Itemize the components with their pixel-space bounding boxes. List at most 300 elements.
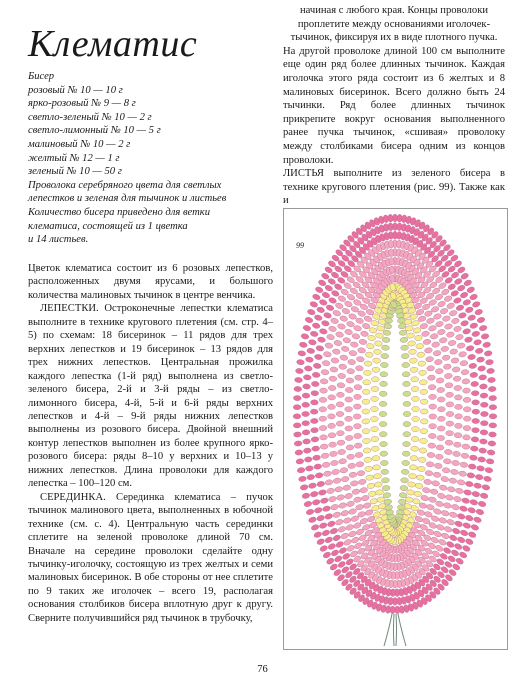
bead: [316, 481, 325, 488]
bead: [370, 320, 379, 327]
petals-paragraph: ЛЕПЕСТКИ. Остроконечные лепестки клематиса выполните в технике кругового плетения (см. стр. 4–5) по схемам: 18 бисеринок – 11 рядов для трех верхних лепестков и 19 бисеринок – 13 рядов для трех нижних лепестков. Центральная прожилка каждого лепестка (1-й ряд) выполнена из светло-зеленого бисера, 2-й и 3-й ряды – из светло-лимонного бисера, 4-й, 5-й и 6-й ряды верхних лепестков и 4-й – 9-й ряды нижних лепестков выполнены из розового бисера. Двойной внешний контур лепестков выполнен из более крупного ярко-розового бисера: ряды 8–10 у верхних и 10–13 у нижних лепестков. Длина проволоки для каждого лепестка – 100–120 см.: [28, 303, 273, 490]
bead: [438, 517, 447, 524]
bead: [419, 438, 427, 444]
bead: [307, 474, 316, 480]
bead: [314, 314, 323, 321]
bead: [315, 286, 324, 294]
bead: [328, 385, 336, 391]
bead: [353, 404, 361, 409]
bright-pink-bead-row: [293, 214, 497, 614]
bead: [428, 433, 436, 439]
bead: [436, 378, 444, 384]
bead: [328, 297, 337, 305]
bead: [423, 339, 432, 345]
bead: [302, 325, 311, 332]
bead: [457, 513, 466, 520]
bead: [449, 310, 458, 317]
bead: [452, 366, 460, 372]
bead: [315, 472, 324, 478]
bead: [457, 479, 466, 486]
bead: [344, 300, 353, 308]
wire-end: [398, 614, 406, 646]
bead: [425, 356, 433, 362]
bead: [358, 479, 367, 485]
bead: [295, 368, 303, 374]
bead: [459, 505, 468, 512]
bead: [430, 333, 439, 340]
bead: [483, 476, 492, 482]
bead: [316, 306, 325, 313]
bead: [458, 551, 467, 559]
bead: [399, 330, 407, 336]
bead: [437, 387, 445, 393]
bead: [335, 540, 344, 548]
bead: [406, 332, 414, 338]
bead: [479, 448, 487, 454]
bead: [403, 381, 411, 386]
bead: [482, 342, 491, 349]
bead: [415, 343, 423, 349]
bead: [305, 356, 313, 362]
bead: [465, 514, 474, 521]
bead: [324, 284, 333, 292]
bead: [375, 489, 383, 495]
bead: [353, 414, 361, 419]
bead: [380, 381, 388, 386]
bead: [297, 467, 305, 473]
bead: [363, 502, 372, 509]
bead: [467, 314, 476, 321]
bead: [379, 401, 387, 406]
bead: [362, 389, 370, 395]
bead: [322, 462, 330, 468]
bead: [372, 464, 380, 470]
bead: [310, 331, 319, 338]
bead: [335, 518, 344, 525]
bead: [476, 465, 484, 471]
bead: [439, 337, 448, 344]
bead: [337, 440, 345, 446]
bead: [437, 435, 445, 441]
bead: [463, 407, 471, 412]
bead: [363, 448, 371, 454]
bead: [416, 475, 424, 481]
bead: [316, 538, 325, 546]
bead: [467, 354, 475, 360]
bead: [298, 476, 307, 482]
bead: [471, 491, 480, 498]
bead: [367, 335, 376, 341]
bead: [319, 522, 328, 530]
materials-line: розовый № 10 — 10 г: [28, 84, 123, 96]
bead: [329, 442, 337, 448]
bead: [437, 329, 446, 336]
bead: [314, 354, 322, 360]
wire-end: [396, 614, 397, 646]
bead: [293, 395, 301, 401]
bead: [312, 446, 320, 452]
leaf-bead-diagram: [284, 209, 507, 649]
bead: [345, 416, 353, 421]
bead: [311, 381, 319, 387]
bead: [449, 534, 458, 542]
bead: [371, 446, 379, 452]
bead: [332, 534, 341, 542]
bead: [379, 421, 387, 426]
stamens-paragraph: На другой проволоке длиной 100 см выполните еще один ряд более длинных тычинок. Каждая иголочка этого ряда состоит из 6 желтых и 8 малиновых бисеринок. Всего должно быть 24 тычинки. Ряд более длинных тычинок прикрепите вокруг основания выполненного ранее пучка тычинок, «сшивая» проволоку между столбиками бисера одним из концов проволоки.: [283, 45, 505, 166]
bead: [308, 339, 317, 346]
bead: [449, 348, 458, 354]
bead: [336, 421, 344, 426]
bead: [302, 402, 310, 407]
bead: [424, 347, 432, 353]
bead: [419, 379, 427, 385]
bead: [401, 345, 409, 351]
bead: [436, 524, 445, 532]
bead: [419, 448, 427, 454]
bead: [460, 360, 468, 366]
bead: [411, 386, 419, 391]
bead: [473, 516, 482, 523]
bead: [418, 457, 426, 463]
bead: [462, 328, 471, 335]
bead: [413, 491, 422, 498]
bead: [321, 529, 330, 537]
bead: [411, 376, 419, 382]
bead: [360, 330, 369, 337]
bead: [318, 489, 327, 496]
bead: [324, 513, 333, 520]
bead: [293, 432, 301, 438]
bead: [332, 348, 341, 354]
bead: [313, 531, 322, 539]
bead: [420, 399, 428, 404]
materials-line: светло-зеленый № 10 — 2 г: [28, 111, 152, 123]
bead: [421, 330, 430, 337]
bead: [433, 313, 442, 320]
bead: [338, 502, 347, 509]
bead: [445, 382, 453, 388]
bead: [346, 500, 355, 507]
bead: [327, 542, 336, 550]
bead: [381, 353, 389, 359]
bead: [457, 284, 466, 292]
bead: [479, 325, 488, 332]
bead: [463, 425, 471, 430]
bead: [450, 290, 459, 298]
bead: [294, 377, 302, 383]
bead: [437, 407, 445, 412]
materials-line: Количество бисера приведено для ветки: [28, 206, 211, 218]
bead: [380, 372, 388, 378]
materials-line: клематиса, состоящей из 1 цветка: [28, 220, 188, 232]
bead: [446, 392, 454, 398]
bead: [314, 507, 323, 514]
bead: [370, 406, 378, 411]
bead: [357, 470, 365, 476]
bead: [455, 404, 463, 409]
bead: [319, 425, 327, 430]
bead: [314, 463, 322, 469]
figure-number: 99: [296, 241, 304, 250]
bead: [469, 322, 478, 329]
bead: [336, 392, 344, 398]
bead: [320, 444, 328, 450]
bead: [329, 527, 338, 535]
bead: [477, 316, 486, 323]
bead: [442, 467, 450, 473]
bead: [484, 350, 493, 356]
bead: [350, 341, 359, 347]
bead: [308, 516, 317, 523]
bead: [462, 299, 471, 307]
bead: [319, 299, 328, 307]
bead: [349, 350, 357, 356]
bead: [423, 479, 432, 485]
bead: [430, 488, 439, 495]
bead: [433, 530, 442, 538]
bead: [431, 480, 440, 486]
bead: [444, 373, 452, 379]
bead: [452, 451, 460, 457]
bead: [336, 402, 344, 407]
bead: [325, 304, 334, 311]
bead: [343, 517, 352, 524]
bead: [305, 465, 313, 471]
bead: [320, 378, 328, 384]
materials-line: лепестков и зеленая для тычинок и листьев: [28, 193, 227, 205]
bead: [478, 365, 486, 371]
bead: [471, 331, 480, 338]
bead: [371, 396, 379, 401]
bead: [384, 323, 392, 329]
bead: [302, 430, 310, 436]
bead: [382, 485, 390, 491]
page-number: 76: [257, 664, 268, 675]
bead: [480, 421, 488, 426]
bead: [455, 304, 464, 311]
wire-ends: [384, 614, 406, 646]
bead: [455, 488, 464, 495]
bead: [379, 432, 387, 437]
bead: [444, 449, 452, 455]
bead: [324, 536, 333, 544]
materials-line: малиновый № 10 — 2 г: [28, 138, 131, 150]
bead: [454, 395, 462, 401]
bead: [473, 482, 482, 489]
bead: [469, 455, 477, 461]
bead: [384, 499, 392, 505]
bead: [408, 349, 416, 355]
bead: [486, 458, 494, 464]
bead: [342, 484, 351, 491]
bead: [411, 436, 419, 441]
center-bead-row: [379, 300, 411, 528]
bead: [475, 348, 484, 354]
bead: [457, 536, 466, 544]
bead: [462, 444, 470, 450]
bead: [319, 544, 328, 552]
bead: [437, 397, 445, 402]
bead: [462, 378, 470, 384]
bead: [296, 458, 304, 464]
bead: [488, 441, 496, 447]
bead: [336, 494, 345, 501]
bead: [485, 359, 493, 365]
bead: [344, 329, 353, 336]
bead: [460, 272, 469, 280]
bead: [399, 492, 407, 498]
bead: [454, 432, 462, 438]
bead: [451, 460, 459, 466]
bead: [310, 427, 318, 433]
bead: [413, 327, 422, 334]
bead: [368, 491, 377, 498]
bead: [451, 317, 460, 324]
materials-line: Проволока серебряного цвета для светлых: [28, 179, 222, 191]
bead: [334, 340, 343, 347]
bead: [420, 495, 429, 502]
bead: [323, 351, 332, 357]
bead: [420, 428, 428, 433]
bead: [330, 504, 339, 511]
bead: [435, 500, 444, 507]
bead: [362, 323, 371, 330]
bead: [338, 449, 346, 455]
bead: [343, 538, 352, 546]
bead: [322, 505, 331, 512]
bead: [481, 411, 489, 416]
bead: [341, 476, 350, 482]
bead: [322, 551, 331, 559]
page-title: Клематис: [28, 23, 198, 65]
bead: [336, 411, 344, 416]
bead: [406, 489, 414, 495]
bead: [472, 409, 480, 414]
bead: [344, 493, 353, 500]
bead: [301, 333, 310, 340]
bead: [471, 381, 479, 387]
bead: [417, 466, 425, 472]
bead: [453, 297, 462, 305]
bead: [312, 455, 320, 461]
bead: [325, 342, 334, 349]
bead: [403, 441, 411, 446]
bead: [410, 455, 418, 461]
bead: [418, 502, 427, 509]
bead: [411, 320, 420, 327]
bead: [461, 497, 470, 504]
bead: [348, 313, 357, 320]
bead: [347, 454, 355, 460]
bead: [425, 470, 433, 476]
bead: [329, 451, 337, 457]
bead: [355, 504, 364, 511]
bead: [345, 397, 353, 402]
bead: [489, 405, 497, 410]
bead: [462, 544, 471, 552]
bead: [464, 336, 473, 343]
bead: [352, 333, 361, 340]
bead: [443, 502, 452, 509]
bead: [341, 346, 350, 352]
bead: [329, 376, 337, 382]
bead: [458, 351, 467, 357]
materials-line: и 14 листьев.: [28, 234, 89, 246]
bead: [450, 469, 458, 475]
bead: [463, 397, 471, 402]
bead: [372, 358, 380, 364]
bead: [442, 355, 450, 361]
bead: [381, 345, 389, 351]
materials-line: Бисер: [28, 71, 55, 82]
bead: [319, 397, 327, 402]
bead: [450, 549, 459, 557]
bead: [465, 306, 474, 313]
bead: [373, 473, 381, 479]
bead: [299, 342, 308, 349]
bead: [419, 370, 427, 376]
bead: [348, 508, 357, 515]
bead: [435, 454, 443, 460]
bead: [402, 451, 410, 457]
materials-line: ярко-розовый № 9 — 8 г: [28, 98, 136, 110]
bead: [373, 349, 381, 355]
continued-paragraph: начиная с любого края. Концы проволоки проплетите между основаниями иголочек-тычинок, фиксируя их в виде плотного пучка.: [290, 5, 498, 44]
bead: [449, 477, 458, 483]
bead: [408, 473, 416, 479]
bead: [487, 377, 495, 383]
bead: [303, 448, 311, 454]
bead: [478, 501, 487, 508]
bead: [310, 400, 318, 405]
bead: [420, 389, 428, 395]
bead: [340, 467, 348, 473]
bead: [327, 414, 335, 419]
bead: [439, 484, 448, 491]
bead: [317, 336, 326, 343]
bead: [419, 323, 428, 330]
bead: [339, 364, 347, 370]
bead: [313, 363, 321, 369]
bead: [362, 399, 370, 404]
bead: [434, 359, 442, 365]
bead: [441, 346, 450, 352]
bead: [354, 394, 362, 399]
bead: [446, 402, 454, 407]
bead: [475, 474, 484, 480]
bead: [371, 376, 379, 382]
bead: [309, 301, 318, 308]
bead: [465, 538, 474, 546]
bead: [440, 307, 449, 314]
bead: [328, 496, 337, 503]
bead: [354, 433, 362, 439]
bead: [429, 424, 437, 429]
bead: [461, 369, 469, 375]
bead: [392, 214, 397, 222]
bead: [382, 337, 390, 343]
bead: [447, 486, 456, 493]
bead: [295, 450, 303, 456]
bead: [345, 407, 353, 412]
bead: [453, 376, 461, 382]
bead: [444, 295, 453, 303]
bead: [316, 514, 325, 521]
bead: [479, 374, 487, 380]
bead: [466, 345, 475, 351]
bead: [345, 426, 353, 431]
